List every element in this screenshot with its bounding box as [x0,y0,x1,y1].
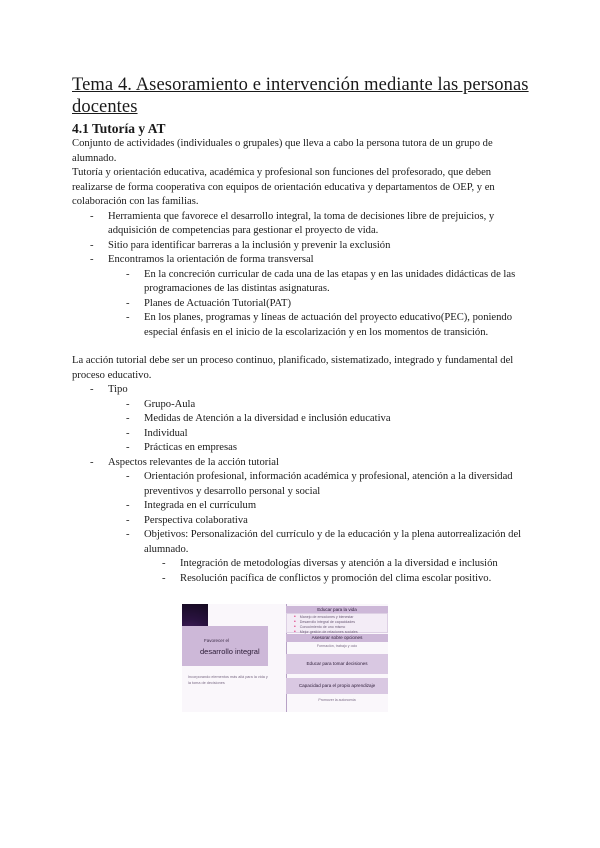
objetivos-sublist [144,557,532,586]
list-item: - Orientación profesional, información académica y profesional, atención a la diversidad preventivos y desarrollo personal y social [126,471,513,497]
functions-list [72,210,532,341]
intro-paragraph-2: Tutoría y orientación educativa, académica y profesional son funciones del profesorado, que deben realizarse de forma cooperativa con equipos de orientación educativa y departamentos de OEP, y en colaboración con las familias. [72,167,495,207]
accion-tutorial-list [72,383,532,586]
list-item: - Prácticas en empresas [126,442,237,453]
diagram-sub-autonomia: Promover la autonomía [318,698,356,702]
list-item: - Integrada en el currículum [126,500,257,511]
diagram-bullet: • Desarrollo integral de capacidades [294,619,356,625]
diagram-main-small-text: Favorecer el [204,638,230,643]
diagram-band-educar-vida: Educar para la vida [286,606,388,613]
tipo-sublist [108,398,532,456]
list-item: - Individual [126,427,188,439]
intro-paragraph-1: Conjunto de actividades (individuales o grupales) que lleva a cabo la persona tutora de un grupo de alumnado. [72,138,493,164]
aspectos-sublist [108,470,532,586]
diagram-bullet: • Manejo de emociones y bienestar [294,614,354,620]
list-item: - Herramienta que favorece el desarrollo integral, la toma de decisiones libre de prejuicios, y adquisición de competencias para gestionar el proyecto de vida. [90,210,495,236]
diagram-caption: Incorporando elementos más allá para la vida y la toma de decisiones [188,675,268,685]
list-item: - Planes de Actuación Tutorial(PAT) [126,297,292,309]
list-item: - Aspectos relevantes de la acción tutorial - Orientación profesional, información académica y profesional, atención a la diversidad preventivos y desarrollo personal y social - Integrada en el currículum - Perspectiva colaborativa - Objetivos: Personalización del currículo y de la educación y la plena autorrealización del alumnado. - Integración de metodologías diversas y atención a la diversidad e inclusión - Resolución pacífica de conflictos y promoción del clima escolar positivo. [72,456,532,587]
diagram-connector [268,604,287,712]
diagram-right-column [286,604,388,712]
list-item: - Tipo - Grupo-Aula - Medidas de Atención a la diversidad e inclusión educativa - Individual - Prácticas en empresas [72,383,532,456]
diagram-band-aprendizaje: Capacidad para el propio aprendizaje [286,678,388,694]
list-item: - Sitio para identificar barreras a la inclusión y prevenir la exclusión [90,239,391,251]
list-item: - Medidas de Atención a la diversidad e inclusión educativa [126,413,391,424]
diagram-bullet: • Conocimiento de uno mismo [294,624,346,630]
diagram-bullet: • Mejor gestión de relaciones sociales [294,629,358,635]
list-item: - Objetivos: Personalización del currículo y de la educación y la plena autorrealización del alumnado. - Integración de metodologías diversas y atención a la diversidad e inclusión - Resolución pacífica de conflictos y promoción del clima escolar positivo. [108,528,532,586]
diagram-main-large-text: desarrollo integral [200,647,260,656]
list-item: - Resolución pacífica de conflictos y promoción del clima escolar positivo. [162,572,492,584]
list-item: - Encontramos la orientación de forma transversal - En la concreción curricular de cada una de las etapas y en las unidades didácticas de las programaciones de las distintas asignaturas. - Planes de Actuación Tutorial(PAT) - En los planes, programas y líneas de actuación del proyecto educativo(PEC), poniendo especial énfasis en el inicio de la escolarización y en los momentos de transición. [72,253,532,340]
title-line-2: docentes [72,97,138,117]
development-diagram-image [182,604,388,712]
list-item: - Integración de metodologías diversas y atención a la diversidad e inclusión [162,558,498,569]
list-item: - Perspectiva colaborativa [126,514,248,526]
list-item: - Grupo-Aula [126,398,196,410]
list-item: - En los planes, programas y líneas de actuación del proyecto educativo(PEC), poniendo especial énfasis en el inicio de la escolarización y en los momentos de transición. [126,312,513,338]
diagram-main-box [182,626,268,666]
paragraph-accion-tutorial: La acción tutorial debe ser un proceso continuo, planificado, sistematizado, integrado y fundamental del proceso educativo. [72,355,514,381]
title-line-1: Tema 4. Asesoramiento e intervención mediante las personas [72,75,529,95]
list-item: - En la concreción curricular de cada una de las etapas y en las unidades didácticas de las programaciones de las distintas asignaturas. [126,268,516,294]
section-heading: 4.1 Tutoría y AT [72,121,166,136]
diagram-band-asesorar: Asesorar sobre opciones [286,634,388,642]
diagram-sub-asesorar: Formación, trabajo y ocio [316,644,358,648]
diagram-band-decisiones: Educar para tomar decisiones [286,654,388,674]
transversal-sublist [108,268,532,341]
page-title [72,74,532,118]
document-page [72,74,532,586]
